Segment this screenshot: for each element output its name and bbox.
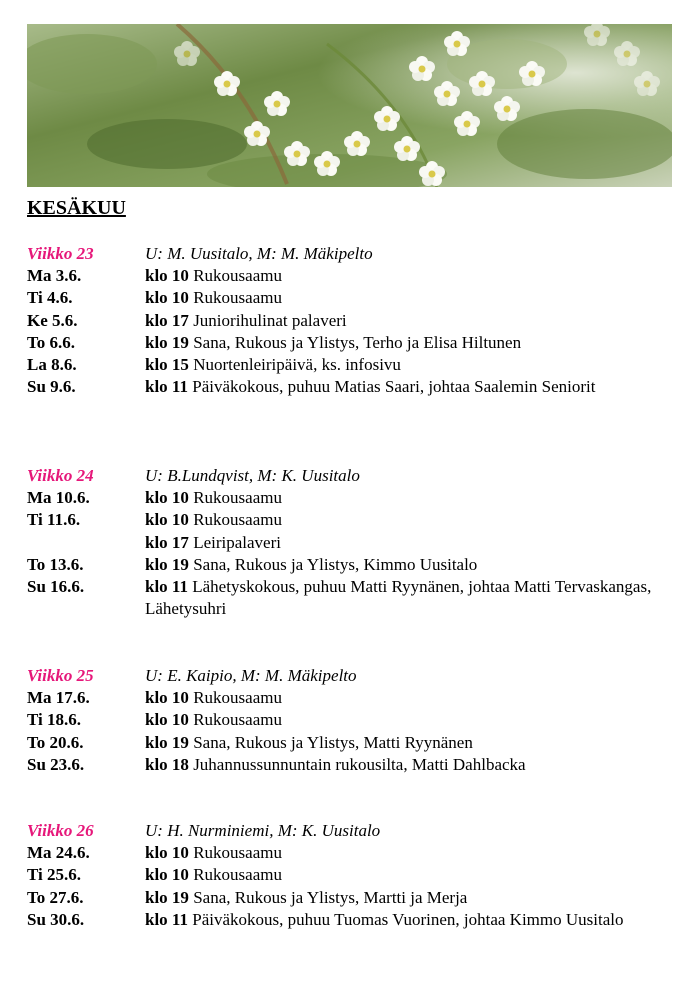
week-duty: U: H. Nurminiemi, M: K. Uusitalo (145, 821, 381, 840)
month-title: KESÄKUU (27, 197, 126, 219)
event-row (27, 709, 667, 731)
event-day: To 13.6. (27, 554, 84, 574)
event-day: Ma 3.6. (27, 266, 82, 286)
event-time: klo 17 (145, 310, 189, 330)
event-day: To 27.6. (27, 887, 84, 907)
week-block (27, 665, 667, 776)
event-description (145, 376, 667, 398)
event-text: Rukousaamu (188, 843, 282, 863)
event-time: klo 10 (145, 710, 189, 730)
event-text: Juniorihulinat palaveri (188, 310, 347, 330)
event-description (145, 487, 667, 509)
event-text: Rukousaamu (188, 288, 282, 308)
event-text: Päiväkokous, puhuu Tuomas Vuorinen, johtaa Kimmo Uusitalo (188, 909, 624, 929)
event-time: klo 19 (145, 887, 189, 907)
event-row (27, 864, 667, 886)
event-description (145, 265, 667, 287)
event-day: La 8.6. (27, 355, 77, 375)
event-day: Su 23.6. (27, 754, 85, 774)
event-day: Ma 10.6. (27, 488, 90, 508)
event-row (27, 354, 667, 376)
event-time: klo 19 (145, 732, 189, 752)
event-text: Juhannussunnuntain rukousilta, Matti Dahlbacka (188, 754, 526, 774)
event-row (27, 887, 667, 909)
event-row (27, 732, 667, 754)
event-row (27, 532, 667, 554)
event-day: Ma 24.6. (27, 843, 90, 863)
event-day: Su 30.6. (27, 909, 85, 929)
week-duty: U: M. Uusitalo, M: M. Mäkipelto (145, 244, 373, 263)
event-time: klo 10 (145, 843, 189, 863)
event-row (27, 287, 667, 309)
event-time: klo 10 (145, 865, 189, 885)
event-row (27, 509, 667, 531)
event-description (145, 687, 667, 709)
event-row (27, 909, 667, 931)
event-description (145, 842, 667, 864)
week-label: Viikko 25 (27, 666, 94, 685)
event-time: klo 11 (145, 577, 188, 597)
event-time: klo 19 (145, 554, 189, 574)
week-label: Viikko 24 (27, 466, 94, 485)
event-description (145, 554, 667, 576)
event-description (145, 576, 667, 620)
event-row (27, 487, 667, 509)
event-text: Rukousaamu (188, 488, 282, 508)
event-day: To 20.6. (27, 732, 84, 752)
event-time: klo 10 (145, 266, 189, 286)
event-text: Lähetyskokous, puhuu Matti Ryynänen, johtaa Matti Tervaskangas, Lähetysuhri (145, 577, 652, 619)
event-text: Rukousaamu (188, 688, 282, 708)
event-time: klo 10 (145, 688, 189, 708)
week-duty: U: B.Lundqvist, M: K. Uusitalo (145, 466, 360, 485)
event-row (27, 265, 667, 287)
event-row (27, 687, 667, 709)
event-text: Sana, Rukous ja Ylistys, Terho ja Elisa Hiltunen (188, 332, 522, 352)
event-description (145, 864, 667, 886)
event-text: Sana, Rukous ja Ylistys, Kimmo Uusitalo (188, 554, 478, 574)
event-day: Ma 17.6. (27, 688, 90, 708)
banner-image (27, 24, 672, 187)
event-row (27, 376, 667, 398)
event-text: Rukousaamu (188, 266, 282, 286)
week-block (27, 465, 667, 620)
event-row (27, 310, 667, 332)
event-day: Ti 18.6. (27, 710, 82, 730)
event-time: klo 10 (145, 488, 189, 508)
event-day: Ti 4.6. (27, 288, 73, 308)
week-header (27, 465, 667, 487)
week-header (27, 243, 667, 265)
week-label: Viikko 26 (27, 821, 94, 840)
event-row (27, 842, 667, 864)
blossom-photo-icon (27, 24, 672, 187)
event-description (145, 310, 667, 332)
event-description (145, 354, 667, 376)
event-row (27, 576, 667, 620)
event-day: Su 9.6. (27, 377, 76, 397)
week-label: Viikko 23 (27, 244, 94, 263)
event-time: klo 17 (145, 532, 189, 552)
event-text: Rukousaamu (188, 865, 282, 885)
event-time: klo 11 (145, 377, 188, 397)
event-text: Sana, Rukous ja Ylistys, Matti Ryynänen (188, 732, 473, 752)
event-text: Leiripalaveri (188, 532, 281, 552)
week-header (27, 665, 667, 687)
event-row (27, 754, 667, 776)
event-time: klo 10 (145, 288, 189, 308)
event-day: Ti 11.6. (27, 510, 81, 530)
event-time: klo 10 (145, 510, 189, 530)
event-description (145, 732, 667, 754)
event-description (145, 532, 667, 554)
event-text: Rukousaamu (188, 510, 282, 530)
event-text: Rukousaamu (188, 710, 282, 730)
event-description (145, 887, 667, 909)
week-block (27, 820, 667, 931)
event-day: To 6.6. (27, 332, 76, 352)
week-header (27, 820, 667, 842)
event-text: Päiväkokous, puhuu Matias Saari, johtaa Saalemin Seniorit (188, 377, 596, 397)
event-description (145, 332, 667, 354)
event-time: klo 19 (145, 332, 189, 352)
event-day: Ti 25.6. (27, 865, 82, 885)
event-description (145, 754, 667, 776)
event-time: klo 11 (145, 909, 188, 929)
event-text: Nuortenleiripäivä, ks. infosivu (188, 355, 401, 375)
week-duty: U: E. Kaipio, M: M. Mäkipelto (145, 666, 357, 685)
event-description (145, 509, 667, 531)
event-description (145, 909, 667, 931)
event-description (145, 287, 667, 309)
event-time: klo 18 (145, 754, 189, 774)
event-row (27, 554, 667, 576)
event-description (145, 709, 667, 731)
event-day: Ke 5.6. (27, 310, 78, 330)
event-text: Sana, Rukous ja Ylistys, Martti ja Merja (188, 887, 468, 907)
event-time: klo 15 (145, 355, 189, 375)
week-block (27, 243, 667, 398)
event-row (27, 332, 667, 354)
event-day: Su 16.6. (27, 577, 85, 597)
